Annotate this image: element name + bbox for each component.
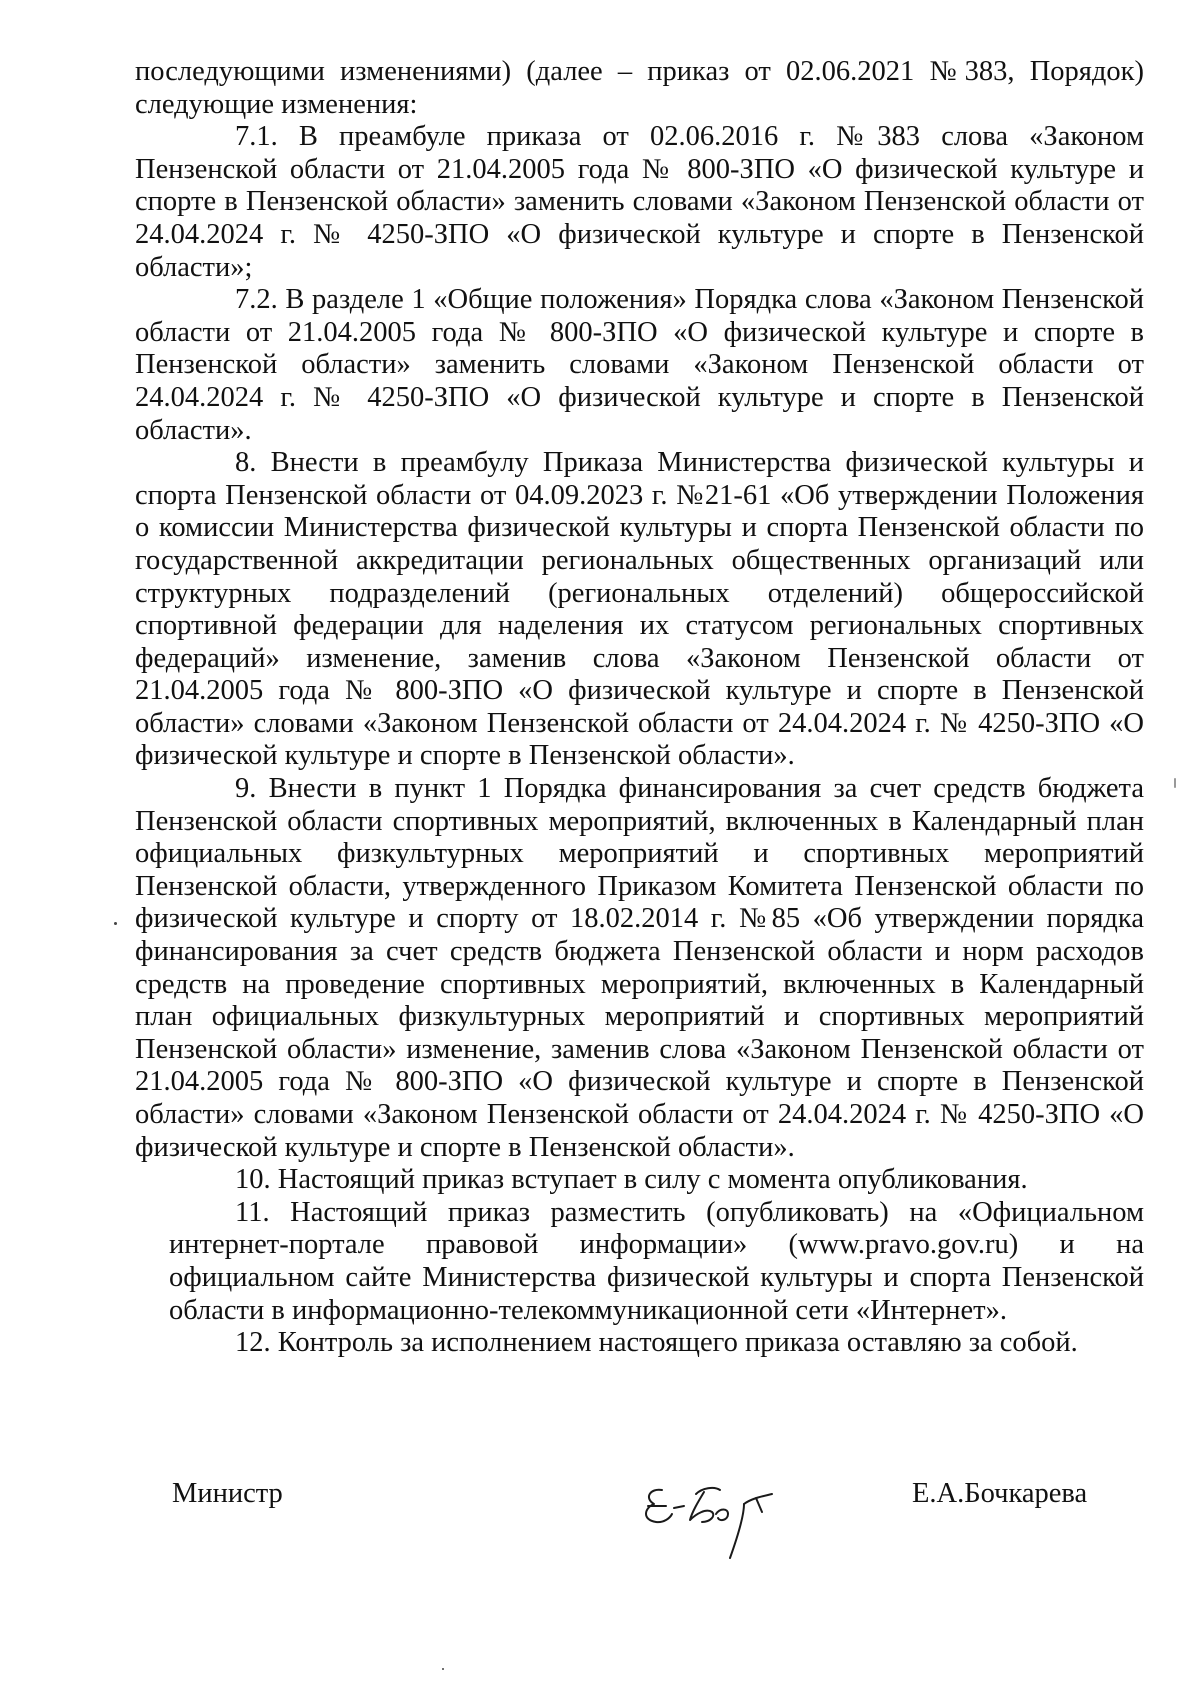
scan-speck bbox=[1174, 778, 1176, 788]
scan-speck bbox=[442, 1668, 444, 1670]
scan-speck bbox=[114, 922, 117, 925]
paragraph-intro: последующими изменениями) (далее – приказ от 02.06.2021 №383, Порядок) следующие изменения: bbox=[135, 56, 1144, 120]
handwritten-signature bbox=[640, 1468, 810, 1578]
paragraph-12: 12. Контроль за исполнением настоящего приказа оставляю за собой. bbox=[235, 1327, 1078, 1359]
document-body bbox=[135, 56, 1144, 1360]
paragraph-10: 10. Настоящий приказ вступает в силу с момента опубликования. bbox=[235, 1164, 1028, 1196]
paragraph-7-2: 7.2. В разделе 1 «Общие положения» Порядка слова «Законом Пензенской области от 21.04.2005 года № 800-ЗПО «О физической культуре и спорте в Пензенской области» заменить словами «Законом Пензенской области от 24.04.2024 г. № 4250-ЗПО «О физической культуре и спорте в Пензенской области». bbox=[135, 284, 1144, 446]
signatory-title: Министр bbox=[172, 1478, 283, 1509]
signature-block bbox=[0, 1468, 1200, 1588]
paragraph-9: 9. Внести в пункт 1 Порядка финансирования за счет средств бюджета Пензенской области спортивных мероприятий, включенных в Календарный план официальных физкультурных мероприятий и спортивных мероприятий Пензенской области, утвержденного Приказом Комитета Пензенской области по физической культуре и спорту от 18.02.2014 г. №85 «Об утверждении порядка финансирования за счет средств бюджета Пензенской области и норм расходов средств на проведение спортивных мероприятий, включенных в Календарный план официальных физкультурных мероприятий и спортивных мероприятий Пензенской области» изменение, заменив слова «Законом Пензенской области от 21.04.2005 года № 800-ЗПО «О физической культуре и спорте в Пензенской области» словами «Законом Пензенской области от 24.04.2024 г. № 4250-ЗПО «О физической культуре и спорте в Пензенской области». bbox=[135, 773, 1144, 1163]
paragraph-7-1: 7.1. В преамбуле приказа от 02.06.2016 г. №383 слова «Законом Пензенской области от 21.04.2005 года № 800-ЗПО «О физической культуре и спорте в Пензенской области» заменить словами «Законом Пензенской области от 24.04.2024 г. № 4250-ЗПО «О физической культуре и спорте в Пензенской области»; bbox=[135, 121, 1144, 283]
signatory-name: Е.А.Бочкарева bbox=[912, 1478, 1088, 1509]
paragraph-11: 11. Настоящий приказ разместить (опубликовать) на «Официальном интернет-портале правовой информации» (www.pravo.gov.ru) и на официальном сайте Министерства физической культуры и спорта Пензенской области в информационно-телекоммуникационной сети «Интернет». bbox=[169, 1196, 1144, 1326]
paragraph-8: 8. Внести в преамбулу Приказа Министерства физической культуры и спорта Пензенской области от 04.09.2023 г. №21-61 «Об утверждении Положения о комиссии Министерства физической культуры и спорта Пензенской области по государственной аккредитации региональных общественных организаций или структурных подразделений (региональных отделений) общероссийской спортивной федерации для наделения их статусом региональных спортивных федераций» изменение, заменив слова «Законом Пензенской области от 21.04.2005 года № 800-ЗПО «О физической культуре и спорте в Пензенской области» словами «Законом Пензенской области от 24.04.2024 г. № 4250-ЗПО «О физической культуре и спорте в Пензенской области». bbox=[135, 447, 1144, 772]
